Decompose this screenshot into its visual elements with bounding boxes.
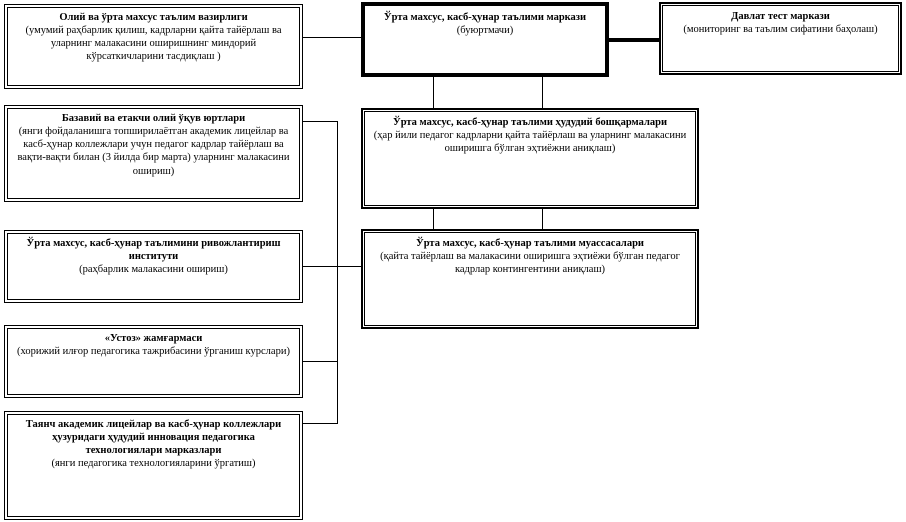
connector-vertical-bus bbox=[337, 121, 338, 424]
test-center-box bbox=[659, 2, 902, 75]
connector-ustoz bbox=[302, 361, 338, 362]
connector-center-regional-left bbox=[433, 76, 434, 108]
ministry-desc: (умумий раҳбарлик қилиш, кадрларни қайта тайёрлаш ва уларнинг малакасини оширишнинг миндорий кўрсаткичларини тасдиқлаш ) bbox=[25, 25, 282, 63]
connector-bus-institutions bbox=[337, 266, 363, 267]
connector-ministry-center bbox=[302, 37, 362, 38]
connector-rivojlantirish bbox=[302, 266, 338, 267]
connector-tayanch bbox=[302, 423, 338, 424]
rivojlantirish-title: Ўрта махсус, касб-ҳунар таълимини ривожлантириш институти bbox=[26, 238, 281, 263]
institutions-title: Ўрта махсус, касб-ҳунар таълими муассасалари bbox=[416, 238, 644, 249]
ustoz-box bbox=[4, 325, 303, 398]
regional-title: Ўрта махсус, касб-ҳунар таълими ҳудудий бошқармалари bbox=[392, 117, 667, 128]
connector-center-testcenter bbox=[608, 38, 660, 42]
ministry-title: Олий ва ўрта махсус таълим вазирлиги bbox=[59, 12, 248, 23]
rivojlantirish-box bbox=[4, 230, 303, 303]
connector-regional-institutions-left bbox=[433, 208, 434, 230]
center-box bbox=[361, 2, 609, 77]
connector-center-regional-right bbox=[542, 76, 543, 108]
tayanch-title: Таянч академик лицейлар ва касб-ҳунар коллежлари ҳузуридаги ҳудудий инновация педагогика технологиялари марказлари bbox=[25, 419, 282, 457]
test-center-title: Давлат тест маркази bbox=[731, 11, 830, 22]
connector-bazaviy bbox=[302, 121, 338, 122]
ustoz-desc: (хорижий илғор педагогика тажрибасини ўрганиш курслари) bbox=[17, 346, 290, 358]
connector-regional-institutions-right bbox=[542, 208, 543, 230]
regional-desc: (ҳар йили педагог кадрларни қайта тайёрлаш ва уларнинг малакасини оширишга бўлган эҳтиёжни аниқлаш) bbox=[373, 130, 687, 155]
test-center-desc: (мониторинг ва таълим сифатини баҳолаш) bbox=[683, 24, 878, 36]
tayanch-box bbox=[4, 411, 303, 520]
ministry-box bbox=[4, 4, 303, 89]
bazaviy-box bbox=[4, 105, 303, 202]
center-title: Ўрта махсус, касб-ҳунар таълими маркази bbox=[383, 12, 587, 23]
institutions-box bbox=[361, 229, 699, 329]
bazaviy-title: Базавий ва етакчи олий ўқув юртлари bbox=[61, 113, 246, 124]
rivojlantirish-desc: (раҳбарлик малакасини ошириш) bbox=[79, 264, 228, 276]
tayanch-desc: (янги педагогика технологияларини ўргатиш) bbox=[51, 458, 256, 470]
regional-box bbox=[361, 108, 699, 209]
bazaviy-desc: (янги фойдаланишга топширилаётган академик лицейлар ва касб-ҳунар коллежлари учун педагог кадрлар тайёрлаш ва вақти-вақти билан (3 йилда бир марта) уларнинг малакасини ошириш) bbox=[17, 126, 290, 177]
institutions-desc: (қайта тайёрлаш ва малакасини оширишга эҳтиёжи бўлган педагог кадрлар контингентини аниқлаш) bbox=[380, 251, 680, 276]
center-desc: (буюртмачи) bbox=[456, 25, 514, 37]
ustoz-title: «Устоз» жамғармаси bbox=[104, 333, 203, 344]
